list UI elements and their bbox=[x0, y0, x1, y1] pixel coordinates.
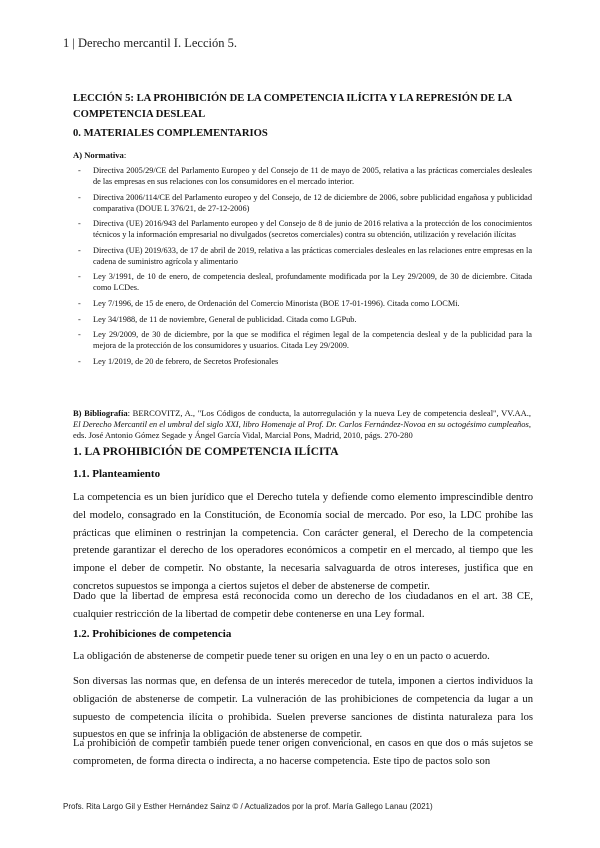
header-title: Derecho mercantil I. Lección 5. bbox=[78, 36, 237, 50]
bibliografia-label: B) Bibliografía bbox=[73, 408, 128, 418]
list-item-text: Directiva (UE) 2016/943 del Parlamento europeo y del Consejo de 8 de junio de 2016 relativa a la protección de los conocimientos técnicos y la información empresarial no divulgados (secretos comerciales) contra su obtención, utilización y revelación ilícitas bbox=[93, 219, 532, 240]
page-footer: Profs. Rita Largo Gil y Esther Hernández Sainz © / Actualizados por la prof. María Gallego Lanau (2021) bbox=[63, 802, 433, 811]
paragraph: La competencia es un bien jurídico que el Derecho tutela y defiende como elemento imprescindible dentro del modelo, consagrado en la Constitución, de Economía social de mercado. Por eso, la LDC prohíbe las prácticas que eliminen o restrinjan la competencia. Con carácter general, el Derecho de la competencia pretende garantizar el derecho de los operadores económicos a competir en el mercado, al tiempo que les impone el deber de competir. No obstante, la necesaria salvaguarda de otros intereses, justifica que en concretos supuestos se imponga a ciertos sujetos el deber de abstenerse de competir. bbox=[73, 492, 533, 592]
list-item-text: Directiva (UE) 2019/633, de 17 de abril de 2019, relativa a las prácticas comerciales desleales en las relaciones entre empresas en la cadena de suministro agrícola y alimentario bbox=[93, 245, 532, 266]
paragraph: Dado que la libertad de empresa está reconocida como un derecho de los ciudadanos en el art. 38 CE, cualquier restricción de la libertad de competir debe contenerse en una Ley formal. bbox=[73, 591, 533, 620]
list-item: - Ley 7/1996, de 15 de enero, de Ordenación del Comercio Minorista (BOE 17-01-1996). Citada como LOCMi. bbox=[78, 298, 460, 308]
list-item-text: Directiva 2006/114/CE del Parlamento europeo y del Consejo, de 12 de diciembre de 2006, sobre publicidad engañosa y publicidad comparativa (DOUE L 376/21, de 27-12-2006) bbox=[93, 192, 532, 213]
list-item: - Ley 29/2009, de 30 de diciembre, por la que se modifica el régimen legal de la competencia desleal y de la publicidad para la mejora de la protección de los consumidores y usuarios. Citada Ley 29/2009. bbox=[78, 330, 532, 351]
regulation-list bbox=[78, 165, 532, 371]
list-item-text: Directiva 2005/29/CE del Parlamento Europeo y del Consejo de 11 de mayo de 2005, relativa a las prácticas comerciales desleales de las empresas en sus relaciones con los consumidores en el mercado interior. bbox=[93, 166, 532, 186]
list-item-text: Ley 34/1988, de 11 de noviembre, General de publicidad. Citada como LGPub. bbox=[93, 314, 357, 324]
list-item-text: Ley 7/1996, de 15 de enero, de Ordenación del Comercio Minorista (BOE 17-01-1996). Citada como LOCMi. bbox=[93, 298, 460, 308]
list-item: - Directiva (UE) 2016/943 del Parlamento europeo y del Consejo de 8 de junio de 2016 relativa a la protección de los conocimientos técnicos y la información empresarial no divulgados (secretos comerciales) contra su obtención, utilización y revelación ilícitas bbox=[78, 219, 532, 240]
lesson-title: LECCIÓN 5: LA PROHIBICIÓN DE LA COMPETENCIA ILÍCITA Y LA REPRESIÓN DE LA COMPETENCIA DESLEAL bbox=[73, 93, 512, 120]
list-item: - Directiva (UE) 2019/633, de 17 de abril de 2019, relativa a las prácticas comerciales desleales en las relaciones entre empresas en la cadena de suministro agrícola y alimentario bbox=[78, 245, 532, 266]
bibliografia-text: : BERCOVITZ, A., "Los Códigos de conducta, la autorregulación y la nueva Ley de competencia desleal", VV.AA., bbox=[127, 408, 531, 418]
page-number: 1 bbox=[63, 36, 70, 50]
header-separator: | bbox=[72, 36, 75, 50]
section-1-heading: 1. LA PROHIBICIÓN DE COMPETENCIA ILÍCITA bbox=[73, 446, 339, 458]
bibliografia-book-title: El Derecho Mercantil en el umbral del siglo XXI, libro Homenaje al Prof. Dr. Carlos Fernández-Novoa en su octogésimo cumpleaños bbox=[73, 418, 529, 429]
list-item-text: Ley 1/2019, de 20 de febrero, de Secretos Profesionales bbox=[93, 356, 279, 366]
list-item: - Directiva 2005/29/CE del Parlamento Europeo y del Consejo de 11 de mayo de 2005, relativa a las prácticas comerciales desleales de las empresas en sus relaciones con los consumidores en el mercado interior. bbox=[78, 166, 532, 186]
paragraph: La prohibición de competir también puede tener origen convencional, en casos en que dos o más sujetos se comprometen, de forma directa o indirecta, a no hacerse competencia. Este tipo de pactos solo son bbox=[73, 738, 533, 767]
list-item: - Ley 34/1988, de 11 de noviembre, General de publicidad. Citada como LGPub. bbox=[78, 314, 357, 324]
bibliografia bbox=[73, 408, 531, 440]
paragraph: La obligación de abstenerse de competir puede tener su origen en una ley o en un pacto o acuerdo. bbox=[73, 651, 490, 662]
page-header bbox=[63, 36, 237, 51]
normativa-label-text: A) Normativa bbox=[73, 150, 124, 160]
list-item: - Ley 1/2019, de 20 de febrero, de Secretos Profesionales bbox=[78, 356, 279, 366]
list-item-text: Ley 3/1991, de 10 de enero, de competencia desleal, profundamente modificada por la Ley 29/2009, de 30 de diciembre. Citada como LCDes. bbox=[93, 272, 532, 293]
paragraph: Son diversas las normas que, en defensa de un interés merecedor de tutela, imponen a ciertos individuos la obligación de abstenerse de competir. La vulneración de las prohibiciones de competencia da lugar a un supuesto de competencia ilícita o prohibida. Suelen preverse sanciones de distinta naturaleza para los supuestos en que se infrinja la obligación de abstenerse de competir. bbox=[73, 676, 533, 741]
normativa-colon: : bbox=[123, 150, 127, 160]
section-1-2-heading: 1.2. Prohibiciones de competencia bbox=[73, 628, 232, 640]
list-item-text: Ley 29/2009, de 30 de diciembre, por la que se modifica el régimen legal de la competencia desleal y de la publicidad para la mejora de la protección de los consumidores y usuarios. Citada Ley 29/2009. bbox=[93, 330, 532, 351]
normativa-label bbox=[73, 150, 126, 160]
list-item: - Ley 3/1991, de 10 de enero, de competencia desleal, profundamente modificada por la Ley 29/2009, de 30 de diciembre. Citada como LCDes. bbox=[78, 272, 532, 293]
list-item: - Directiva 2006/114/CE del Parlamento europeo y del Consejo, de 12 de diciembre de 2006, sobre publicidad engañosa y publicidad comparativa (DOUE L 376/21, de 27-12-2006) bbox=[78, 192, 532, 213]
materiales-heading: 0. MATERIALES COMPLEMENTARIOS bbox=[73, 128, 268, 139]
section-1-1-heading: 1.1. Planteamiento bbox=[73, 468, 161, 480]
bibliografia-publisher: , eds. José Antonio Gómez Segade y Ángel García Vidal, Marcial Pons, Madrid, 2010, págs. 270-280 bbox=[73, 418, 531, 440]
